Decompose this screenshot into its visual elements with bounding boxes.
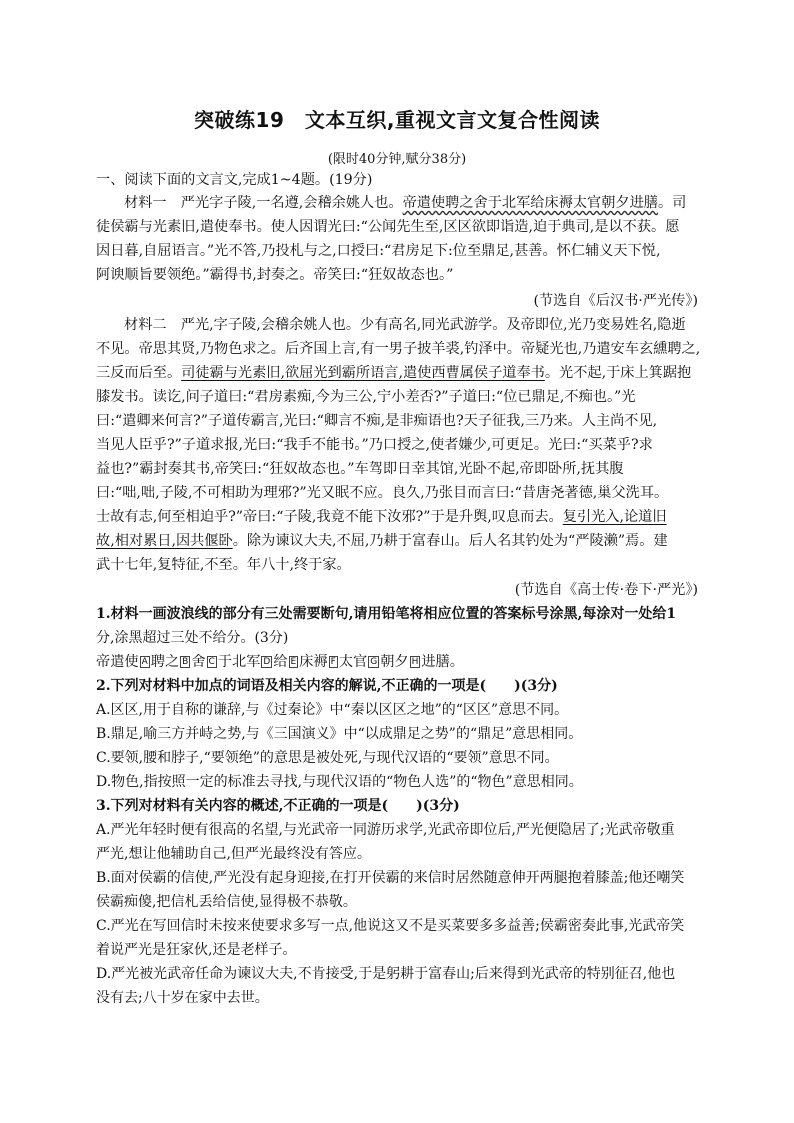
answer-box-a[interactable]: A: [141, 657, 148, 667]
material2-line-1: 材料二 严光,字子陵,会稽余姚人也。少有高名,同光武游学。及帝即位,光乃变易姓名,隐逝: [124, 317, 686, 333]
material2-line-5: 曰:“遣卿来何言?”子道传霸言,光曰:“卿言不痴,是非痴语也?天子征我,三乃来。人主尚不见,: [96, 413, 658, 429]
material2-line-8: 曰:“咄,咄,子陵,不可相助为理邪?”光又眠不应。良久,乃张目而言曰:“昔唐尧著德,巢父洗耳。: [96, 485, 669, 501]
wavy-underlined-passage: 帝遣使聘之舍于北军给床褥太官朝夕进膳: [402, 195, 658, 211]
material1-source: (节选自《后汉书·严光传》): [533, 293, 698, 309]
question-1-stem: 1.材料一画波浪线的部分有三处需要断句,请用铅笔将相应位置的答案标号涂黑,每涂对一处给1: [96, 606, 677, 622]
material2-source: (节选自《高士传·卷下·严光》): [514, 582, 698, 598]
material2-line-3: 三反而后至。司徒霸与光素旧,欲屈光到霸所语言,遣使西曹属侯子道奉书。光不起,于床上箕踞抱: [96, 365, 692, 381]
material2-line-9: 士故有志,何至相迫乎?”帝曰:“子陵,我竟不能下汝邪?”于是升舆,叹息而去。复引光入,论道旧: [96, 509, 667, 525]
material2-line-4: 膝发书。读讫,问子道曰:“君房素痴,今为三公,宁小差否?”子道曰:“位已鼎足,不痴也。”光: [96, 389, 636, 405]
material2-line-6: 当见人臣乎?”子道求报,光曰:“我手不能书。”乃口授之,使者嫌少,可更足。光曰:“买菜乎?求: [96, 437, 653, 453]
material2-line-10: 故,相对累日,因共偃卧。除为谏议大夫,不屈,乃耕于富春山。后人名其钓处为“严陵濑”焉。建: [96, 533, 668, 549]
question-2-option-b: B.鼎足,喻三方并峙之势,与《三国演义》中“以成鼎足之势”的“鼎足”意思相同。: [96, 726, 583, 742]
material1-line-2: 徒侯霸与光素旧,遣使奉书。使人因谓光曰:“公闻先生至,区区欲即诣造,迫于典司,是以不获。愿: [96, 219, 680, 235]
answer-box-b[interactable]: B: [182, 657, 189, 667]
material2-line-2: 不见。帝思其贤,乃物色求之。后齐国上言,有一男子披羊裘,钓泽中。帝疑光也,乃遣安车玄纁聘之,: [96, 341, 701, 357]
question-3-option-a-cont: 严光,想让他辅助自己,但严光最终没有答应。: [96, 846, 371, 862]
material2-line-7: 益也?”霸封奏其书,帝笑曰:“狂奴故态也。”车驾即日幸其馆,光卧不起,帝即卧所,抚其腹: [96, 461, 624, 477]
question-2-option-d: D.物色,指按照一定的标准去寻找,与现代汉语的“物色人选”的“物色”意思相同。: [96, 774, 583, 790]
question-3-option-c: C.严光在写回信时未按来使要求多写一点,他说这又不是买菜要多多益善;侯霸密奏此事,光武帝笑: [96, 918, 685, 934]
material1-line-4: 阿谀顺旨要领绝。”霸得书,封奏之。帝笑曰:“狂奴故态也。”: [96, 267, 454, 283]
question-2-stem: 2.下列对材料中加点的词语及相关内容的解说,不正确的一项是( )(3分): [96, 678, 558, 694]
underlined-sentence: 故,相对累日,因共偃卧: [96, 533, 233, 549]
material1-line-1: 材料一 严光字子陵,一名遵,会稽余姚人也。帝遣使聘之舍于北军给床褥太官朝夕进膳。司: [124, 195, 687, 211]
section-heading: 一、阅读下面的文言文,完成1~4题。(19分): [96, 172, 373, 188]
question-3-option-a: A.严光年轻时便有很高的名望,与光武帝一同游历求学,光武帝即位后,严光便隐居了;光武帝敬重: [96, 822, 675, 838]
material1-line-3: 因日暮,自屈语言。”光不答,乃投札与之,口授曰:“君房足下:位至鼎足,甚善。怀仁辅义天下悦,: [96, 243, 661, 259]
underlined-sentence: 复引光入,论道旧: [562, 509, 667, 525]
question-3-option-c-cont: 着说严光是狂家伙,还是老样子。: [96, 942, 297, 958]
answer-box-e[interactable]: E: [290, 657, 297, 667]
underlined-sentence: 司徒霸与光素旧,欲屈光到霸所语言,遣使西曹属侯子道奉书: [181, 365, 545, 381]
question-3-option-b-cont: 侯霸痴傻,把信札丢给信使,显得极不恭敬。: [96, 894, 357, 910]
question-2-option-c: C.要领,腰和脖子,“要领绝”的意思是被处死,与现代汉语的“要领”意思不同。: [96, 750, 559, 766]
time-limit-note: (限时40分钟,赋分38分): [327, 152, 467, 167]
question-1-stem-cont: 分,涂黑超过三处不给分。(3分): [96, 630, 289, 646]
answer-box-h[interactable]: H: [411, 657, 419, 667]
question-3-option-d-cont: 没有去;八十岁在家中去世。: [96, 990, 269, 1006]
question-2-option-a: A.区区,用于自称的谦辞,与《过秦论》中“秦以区区之地”的“区区”意思不同。: [96, 702, 569, 718]
question-3-option-b: B.面对侯霸的信使,严光没有起身迎接,在打开侯霸的来信时居然随意伸开两腿抱着膝盖;他还嘲笑: [96, 870, 685, 886]
answer-box-c[interactable]: C: [208, 657, 215, 667]
question-3-stem: 3.下列对材料有关内容的概述,不正确的一项是( )(3分): [96, 798, 460, 814]
answer-box-g[interactable]: G: [370, 657, 378, 667]
page-title: 突破练19 文本互织,重视文言文复合性阅读: [194, 108, 600, 132]
material2-line-11: 武十七年,复特征,不至。年八十,终于家。: [96, 557, 351, 573]
question-1-sentence: 帝遣使 A 聘之 B 舍 C 于北军 D 给 E 床褥 F 太官 G 朝夕 H 进膳。: [96, 654, 464, 670]
answer-box-f[interactable]: F: [330, 657, 336, 667]
question-3-option-d: D.严光被光武帝任命为谏议大夫,不肯接受,于是躬耕于富春山;后来得到光武帝的特别征召,他也: [96, 966, 676, 982]
answer-box-d[interactable]: D: [263, 657, 271, 667]
